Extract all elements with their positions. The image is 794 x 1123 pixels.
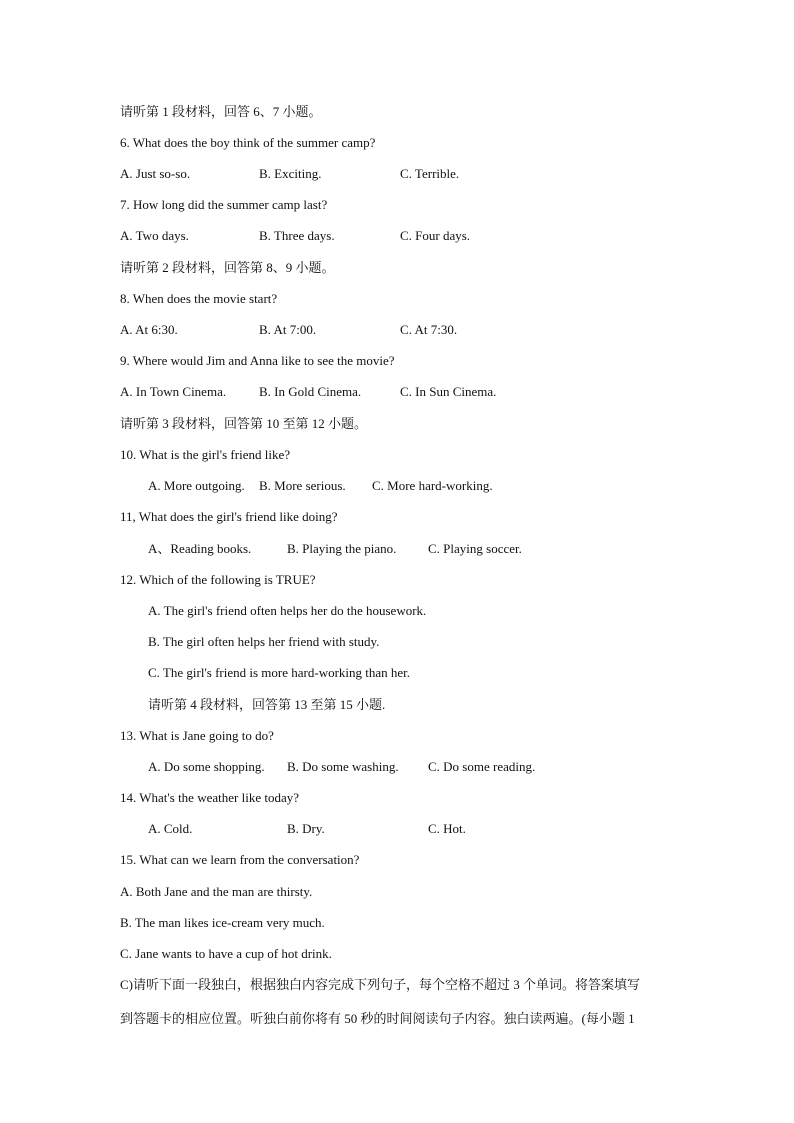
question-13-stem: 13. What is Jane going to do? [120, 728, 274, 743]
question-14-option-c: C. Hot. [428, 821, 466, 836]
question-15-option-c: C. Jane wants to have a cup of hot drink. [120, 946, 332, 961]
part-c-instruction-line-2: 到答题卡的相应位置。听独白前你将有 50 秒的时间阅读句子内容。独白读两遍。(每小题 1 [120, 1011, 635, 1026]
question-6-option-b: B. Exciting. [259, 166, 322, 181]
question-15-option-a: A. Both Jane and the man are thirsty. [120, 884, 313, 899]
question-6-stem: 6. What does the boy think of the summer camp? [120, 135, 376, 150]
question-11-stem: 11, What does the girl's friend like doing? [120, 509, 338, 524]
question-14-option-b: B. Dry. [287, 821, 325, 836]
question-10-option-b: B. More serious. [259, 478, 346, 493]
question-10-stem: 10. What is the girl's friend like? [120, 447, 290, 462]
question-7-option-a: A. Two days. [120, 228, 189, 243]
question-15-option-b: B. The man likes ice-cream very much. [120, 915, 325, 930]
question-13-option-c: C. Do some reading. [428, 759, 536, 774]
question-8-stem: 8. When does the movie start? [120, 291, 278, 306]
question-9-option-b: B. In Gold Cinema. [259, 384, 362, 399]
question-12-option-c: C. The girl's friend is more hard-working than her. [148, 665, 411, 680]
question-7-stem: 7. How long did the summer camp last? [120, 197, 328, 212]
question-13-option-b: B. Do some washing. [287, 759, 399, 774]
question-14-stem: 14. What's the weather like today? [120, 790, 299, 805]
question-10-option-a: A. More outgoing. [148, 478, 245, 493]
question-9-option-c: C. In Sun Cinema. [400, 384, 497, 399]
question-8-option-a: A. At 6:30. [120, 322, 178, 337]
question-15-stem: 15. What can we learn from the conversation? [120, 852, 360, 867]
part-c-instruction-line-1: C)请听下面一段独白，根据独白内容完成下列句子，每个空格不超过 3 个单词。将答案填写 [120, 977, 641, 992]
question-14-option-a: A. Cold. [148, 821, 193, 836]
section-instruction-1: 请听第 1 段材料，回答 6、7 小题。 [120, 104, 322, 119]
section-instruction-3: 请听第 3 段材料，回答第 10 至第 12 小题。 [120, 416, 368, 431]
question-11-option-c: C. Playing soccer. [428, 541, 522, 556]
question-9-option-a: A. In Town Cinema. [120, 384, 227, 399]
question-8-option-c: C. At 7:30. [400, 322, 458, 337]
question-7-option-b: B. Three days. [259, 228, 335, 243]
question-7-option-c: C. Four days. [400, 228, 471, 243]
question-12-option-b: B. The girl often helps her friend with study. [148, 634, 380, 649]
question-6-option-a: A. Just so-so. [120, 166, 191, 181]
question-9-stem: 9. Where would Jim and Anna like to see the movie? [120, 353, 395, 368]
section-instruction-2: 请听第 2 段材料，回答第 8、9 小题。 [120, 260, 335, 275]
section-instruction-4: 请听第 4 段材料，回答第 13 至第 15 小题. [148, 697, 386, 712]
question-12-option-a: A. The girl's friend often helps her do the housework. [148, 603, 427, 618]
question-12-stem: 12. Which of the following is TRUE? [120, 572, 316, 587]
question-11-option-a: A、Reading books. [148, 541, 252, 556]
question-13-option-a: A. Do some shopping. [148, 759, 265, 774]
question-8-option-b: B. At 7:00. [259, 322, 317, 337]
question-10-option-c: C. More hard-working. [372, 478, 493, 493]
question-6-option-c: C. Terrible. [400, 166, 460, 181]
question-11-option-b: B. Playing the piano. [287, 541, 397, 556]
